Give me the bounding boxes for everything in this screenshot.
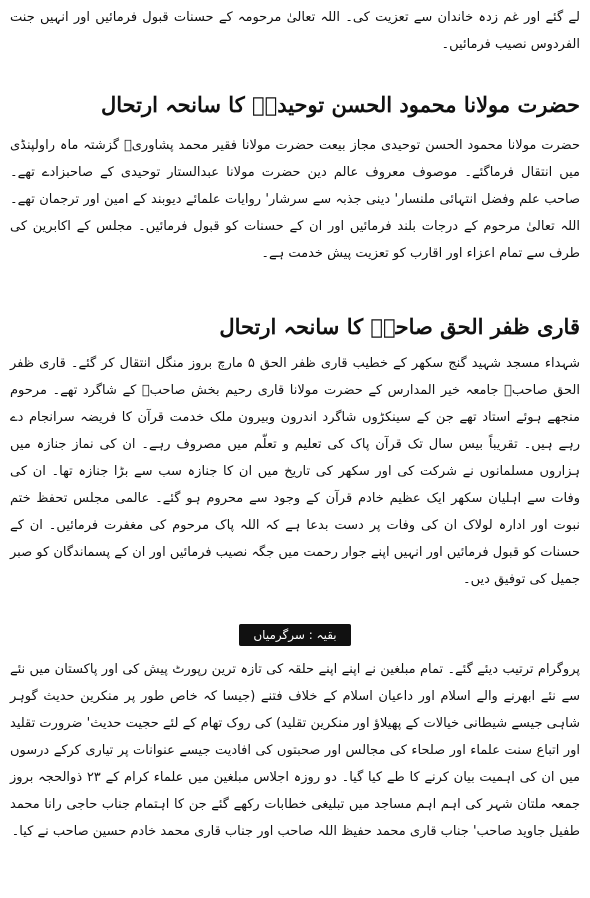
continuation-badge: بقیہ : سرگرمیاں — [239, 624, 350, 646]
paragraph-zafar-ul-haq: شہداء مسجد شہید گنج سکھر کے خطیب قاری ظفر الحق ۵ مارچ بروز منگل انتقال کر گئے۔ قاری ظفر الحق صاحبؒ جامعہ خیر المدارس کے حضرت مولانا قاری رحیم بخش صاحبؒ کے شاگرد تھے۔ مرحوم منجھے ہوئے استاد تھے جن کے سینکڑوں شاگرد اندرون وبیرون ملک خدمت قرآن کا فریضہ سرانجام دے رہے ہیں۔ تقریباً بیس سال تک قرآن پاک کی تعلیم و تعلّم میں مصروف رہے۔ ان کی نماز جنازہ میں ہزاروں مسلمانوں نے شرکت کی اور سکھر کی تاریخ میں ان کا جنازہ سب سے بڑا جنازہ تھا۔ ان کی وفات سے اہلیان سکھر ایک عظیم خادم قرآن کے وجود سے محروم ہو گئے۔ عالمی مجلس تحفظ ختم نبوت اور ادارہ لولاک ان کی وفات پر دست بدعا ہے کہ اللہ پاک مرحوم کی مغفرت فرمائیں۔ ان کے حسنات کو قبول فرمائیں اور انہیں اپنے جوار رحمت میں جگہ نصیب فرمائیں اور ان کے پسماندگان کو صبر جمیل کی توفیق دیں۔ — [10, 356, 580, 587]
activities-section — [10, 656, 580, 845]
paragraph-mahmood-ul-hassan: حضرت مولانا محمود الحسن توحیدی مجاز بیعت حضرت مولانا فقیر محمد پشاوریؒ گزشتہ ماہ راولپنڈی میں انتقال فرماگئے۔ موصوف معروف عالم دین حضرت مولانا عبدالستار توحیدی کے صاحبزادے تھے۔ صاحب علم وفضل انتہائی ملنسار' دینی جذبہ سے سرشار' روایات علمائے دیوبند کے امین اور ترجمان تھے۔ اللہ تعالیٰ مرحوم کے درجات بلند فرمائیں اور ان کے حسنات کو قبول فرمائیں۔ مجلس کے اکابرین کی طرف سے تمام اعزاء اور اقارب کو تعزیت پیش خدمت ہے۔ — [10, 138, 580, 261]
obituary-section-2 — [10, 312, 580, 342]
heading-mahmood-ul-hassan: حضرت مولانا محمود الحسن توحیدیؒ کا سانحہ ارتحال — [100, 92, 580, 117]
continuation-badge-wrap — [0, 624, 590, 646]
heading-zafar-ul-haq: قاری ظفر الحق صاحبؒ کا سانحہ ارتحال — [219, 314, 580, 339]
paragraph-activities: پروگرام ترتیب دیئے گئے۔ تمام مبلغین نے اپنے اپنے حلقہ کی تازہ ترین رپورٹ پیش کی اور پاکستان میں نئے سے نئے ابھرنے والے اسلام اور داعیان اسلام کے خلاف فتنے (جیسا کہ خاص طور پر منکرین حدیث گوہر شاہی جیسے شیطانی خیالات کے پھیلاؤ اور منکرین تقلید) کی روک تھام کے لئے حجیت حدیث' ضرورت تقلید اور اتباع سنت علماء اور صلحاء کی مجالس اور صحبتوں کی افادیت جیسے عنوانات پر تیاری کرکے درسوں میں ان کی اہمیت بیان کرنے کا طے کیا گیا۔ دو روزہ اجلاس مبلغین میں علماء کرام کے ۲۳ ذوالحجہ بروز جمعہ ملتان شہر کی اہم اہم مساجد میں تبلیغی خطابات رکھے گئے جن کا اہتمام جناب حاجی رانا محمد طفیل جاوید صاحب' جناب قاری محمد حفیظ اللہ صاحب اور جناب قاری محمد خادم حسین صاحب نے کیا۔ — [10, 662, 580, 839]
obituary-body-2 — [10, 350, 580, 593]
intro-paragraph: لے گئے اور غم زدہ خاندان سے تعزیت کی۔ اللہ تعالیٰ مرحومہ کے حسنات قبول فرمائیں اور انہیں جنت الفردوس نصیب فرمائیں۔ — [10, 10, 580, 52]
intro-section — [10, 4, 580, 58]
obituary-section-1 — [10, 90, 580, 120]
obituary-body-1 — [10, 132, 580, 267]
